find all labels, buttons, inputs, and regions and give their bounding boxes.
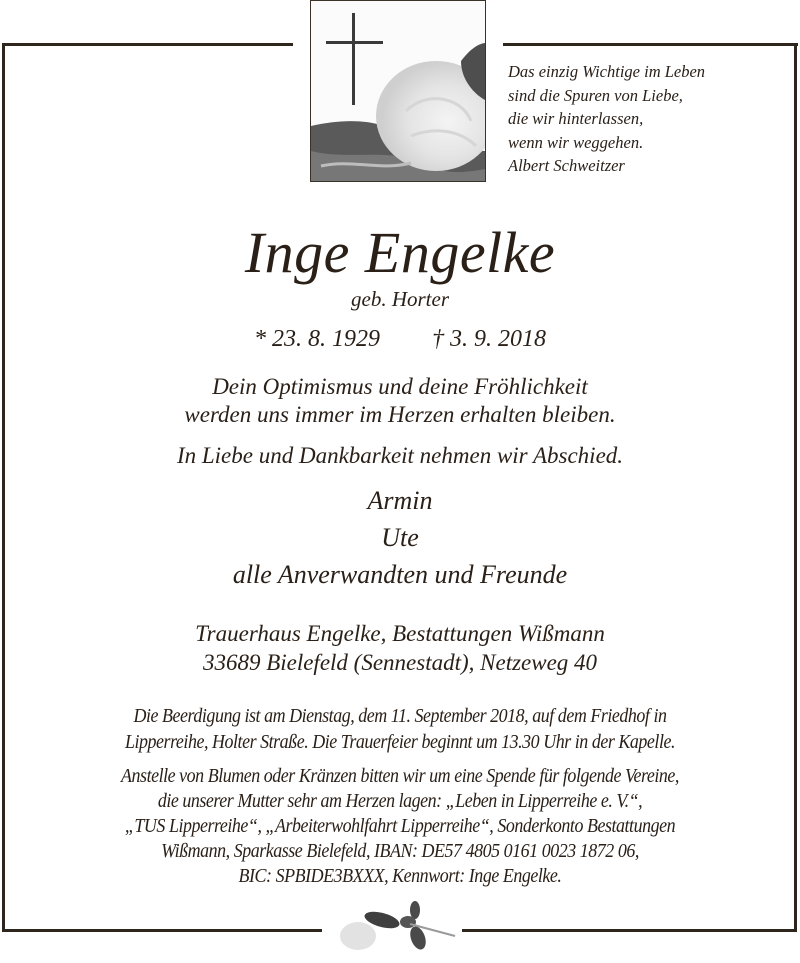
cross-rose-photo: [310, 0, 486, 182]
birth-name: geb. Horter: [351, 287, 449, 311]
birth-date: * 23. 8. 1929: [254, 326, 380, 352]
mourner: Armin: [367, 486, 433, 515]
donation-info-line: „TUS Lipperreihe“, „Arbeiterwohlfahrt Lipperreihe“, Sonderkonto Bestattungen: [124, 816, 676, 837]
quote-line: die wir hinterlassen,: [508, 109, 644, 128]
quote-block: [508, 60, 705, 178]
frame-bottom-right: [462, 929, 797, 932]
quote-line: Das einzig Wichtige im Leben: [508, 62, 706, 81]
frame-top-left: [2, 43, 293, 46]
quote-line: sind die Spuren von Liebe,: [508, 85, 683, 105]
cross-with-rose-icon: [311, 1, 486, 182]
message-line-1: Dein Optimismus und deine Fröhlichkeit: [212, 374, 588, 399]
funeral-info-line: Die Beerdigung ist am Dienstag, dem 11. September 2018, auf dem Friedhof in: [133, 706, 667, 727]
quote-author: Albert Schweitzer: [508, 156, 625, 175]
life-dates: [0, 324, 800, 354]
mourner: Ute: [381, 523, 419, 552]
mourner: alle Anverwandten und Freunde: [232, 560, 568, 589]
death-date: † 3. 9. 2018: [432, 326, 546, 352]
donation-info-line: Anstelle von Blumen oder Kränzen bitten wir um eine Spende für folgende Vereine,: [121, 766, 679, 787]
funeral-info-line: Lipperreihe, Holter Straße. Die Trauerfeier beginnt um 13.30 Uhr in der Kapelle.: [124, 732, 676, 753]
message-line-2: werden uns immer im Herzen erhalten bleiben.: [184, 402, 616, 427]
donation-info-line: Wißmann, Sparkasse Bielefeld, IBAN: DE57 4805 0161 0023 1872 06,: [161, 841, 639, 862]
flower-icon: [330, 898, 460, 958]
flower-ornament: [330, 898, 460, 958]
donation-info-line: die unserer Mutter sehr am Herzen lagen: „Leben in Lipperreihe e. V.“,: [157, 791, 643, 812]
frame-top-right: [503, 43, 798, 46]
message-line-3: In Liebe und Dankbarkeit nehmen wir Abschied.: [176, 443, 624, 468]
deceased-name: Inge Engelke: [244, 220, 556, 285]
funeral-home-name: Trauerhaus Engelke, Bestattungen Wißmann: [195, 621, 605, 646]
donation-info-line: BIC: SPBIDE3BXXX, Kennwort: Inge Engelke.: [238, 866, 562, 887]
funeral-home-address: 33689 Bielefeld (Sennestadt), Netzeweg 40: [202, 650, 598, 675]
quote-line: wenn wir weggehen.: [508, 132, 644, 152]
frame-bottom-left: [2, 929, 322, 932]
